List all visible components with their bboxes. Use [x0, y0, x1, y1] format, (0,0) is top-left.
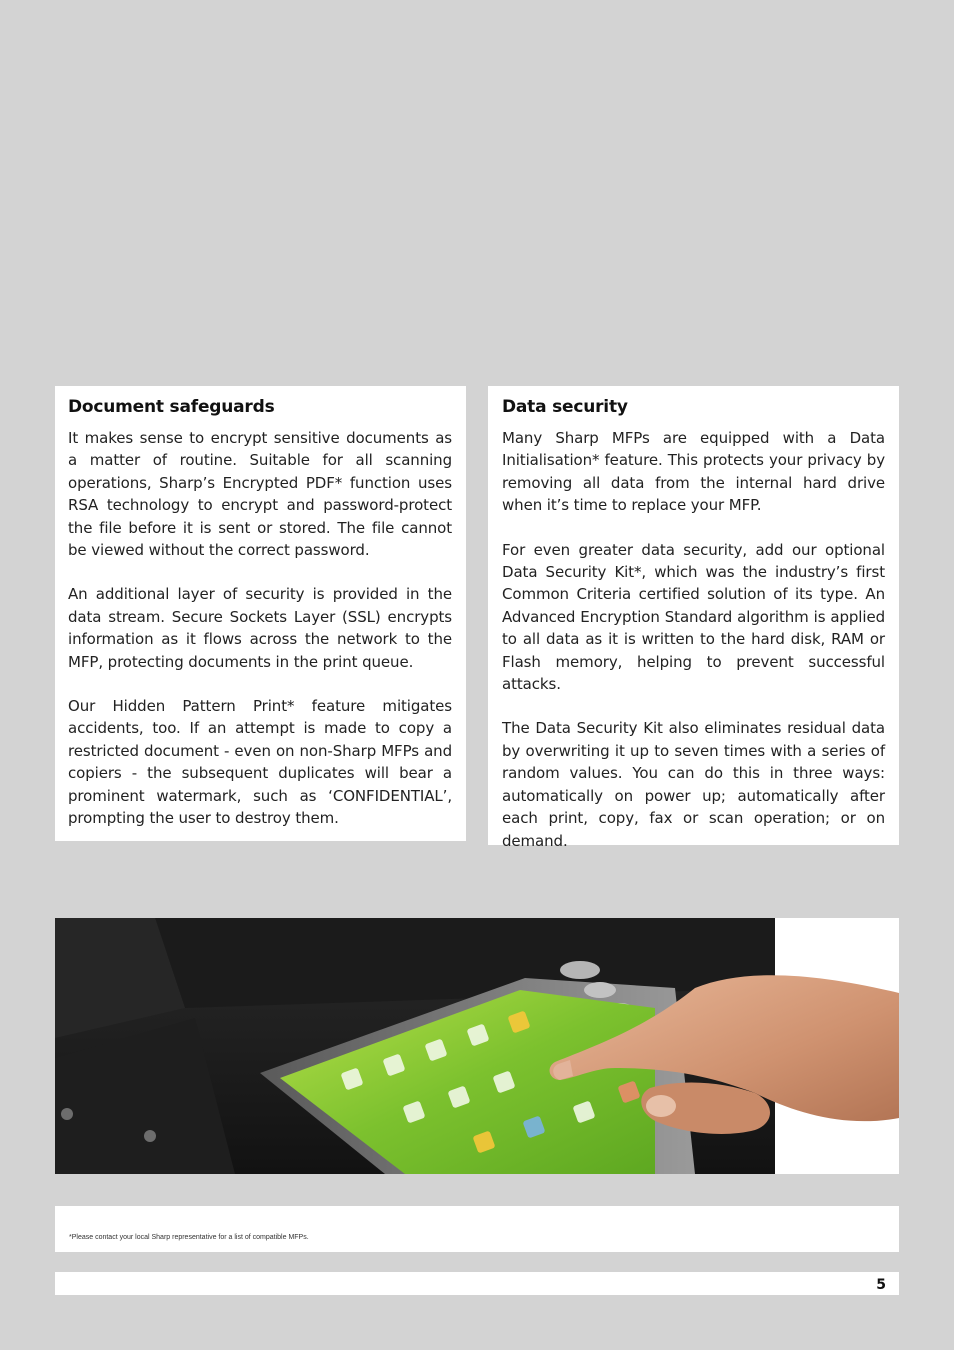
- body-paragraph: An additional layer of security is provided in the data stream. Secure Sockets Layer (SSL) encrypts information as it flows across the network to the MFP, protecting documents in the print queue.: [68, 585, 452, 671]
- page-number: 5: [876, 1277, 886, 1293]
- document-safeguards-heading: Document safeguards: [68, 397, 275, 417]
- footnote-text: *Please contact your local Sharp representative for a list of compatible MFPs.: [69, 1234, 309, 1241]
- footnote-bar: [55, 1206, 899, 1252]
- body-paragraph: Many Sharp MFPs are equipped with a Data Initialisation* feature. This protects your privacy by removing all data from the internal hard drive when it’s time to replace your MFP.: [502, 429, 885, 515]
- page-number-bar: [55, 1272, 899, 1295]
- body-paragraph: The Data Security Kit also eliminates residual data by overwriting it up to seven times with a series of random values. You can do this in three ways: automatically on power up; automatically after each print, copy, fax or scan operation; or on demand.: [502, 719, 885, 850]
- document-safeguards-panel: [55, 386, 466, 841]
- data-security-heading: Data security: [502, 397, 628, 417]
- data-security-panel: [488, 386, 899, 850]
- body-paragraph: Our Hidden Pattern Print* feature mitigates accidents, too. If an attempt is made to copy a restricted document - even on non-Sharp MFPs and copiers - the subsequent duplicates will bear a prominent watermark, such as ‘CONFIDENTIAL’, prompting the user to destroy them.: [68, 697, 452, 828]
- body-paragraph: It makes sense to encrypt sensitive documents as a matter of routine. Suitable for all scanning operations, Sharp’s Encrypted PDF* function uses RSA technology to encrypt and password-protect the file before it is sent or stored. The file cannot be viewed without the correct password.: [68, 429, 452, 560]
- mfp-touchscreen-photo: [55, 918, 899, 1174]
- mfp-photo-illustration: [55, 918, 899, 1174]
- body-paragraph: For even greater data security, add our optional Data Security Kit*, which was the industry’s first Common Criteria certified solution of its type. An Advanced Encryption Standard algorithm is applied to all data as it is written to the hard disk, RAM or Flash memory, helping to prevent successful attacks.: [502, 540, 885, 694]
